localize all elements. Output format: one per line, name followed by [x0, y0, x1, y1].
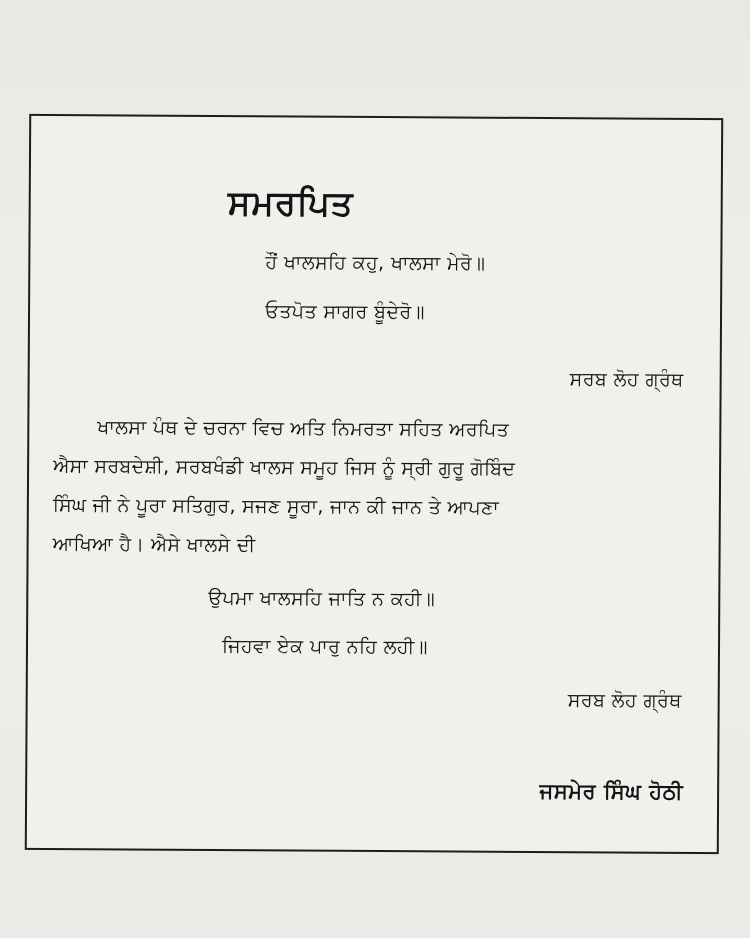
- page-title: ਸਮਰਪਿਤ: [227, 183, 354, 224]
- dedication-line1: ਖਾਲਸਾ ਪੰਥ ਦੇ ਚਰਨਾ ਵਿਚ ਅਤਿ ਨਿਮਰਤਾ ਸਹਿਤ ਅਰਪਿਤ: [97, 416, 510, 441]
- couplet1-line1: ਹੌਂ ਖਾਲਸਹਿ ਕਹੁ, ਖਾਲਸਾ ਮੇਰੋ॥: [265, 251, 486, 275]
- dedication-line4: ਆਖਿਆ ਹੈ। ਐਸੇ ਖਾਲਸੇ ਦੀ: [52, 533, 256, 557]
- couplet1-source: ਸਰਬ ਲੋਹ ਗ੍ਰੰਥ: [569, 368, 684, 391]
- dedication-frame: [25, 114, 723, 854]
- dedication-line3: ਸਿੰਘ ਜੀ ਨੇ ਪੂਰਾ ਸਤਿਗੁਰ, ਸਜਣ ਸੂਰਾ, ਜਾਨ ਕੀ ਜਾਨ ਤੇ ਆਪਣਾ: [52, 494, 500, 519]
- couplet1-line2: ਓਤਪੋਤ ਸਾਗਰ ਬੂੰਦੇਰੋ॥: [265, 300, 425, 324]
- dedication-content: [27, 116, 721, 852]
- couplet2-line2: ਜਿਹਵਾ ਏਕ ਪਾਰੁ ਨਹਿ ਲਹੀ॥: [221, 635, 428, 659]
- couplet2-source: ਸਰਬ ਲੋਹ ਗ੍ਰੰਥ: [567, 689, 682, 712]
- dedication-paragraph: [53, 408, 700, 568]
- author-signature: ਜਸਮੇਰ ਸਿੰਘ ਹੋਠੀ: [539, 779, 684, 804]
- couplet2-line1: ਉਪਮਾ ਖਾਲਸਹਿ ਜਾਤਿ ਨ ਕਹੀ॥: [208, 586, 436, 611]
- dedication-line2: ਐਸਾ ਸਰਬਦੇਸ਼ੀ, ਸਰਬਖੰਡੀ ਖਾਲਸ ਸਮੂਹ ਜਿਸ ਨੂੰ ਸ੍ਰੀ ਗੁਰੂ ਗੋਬਿੰਦ: [53, 455, 516, 480]
